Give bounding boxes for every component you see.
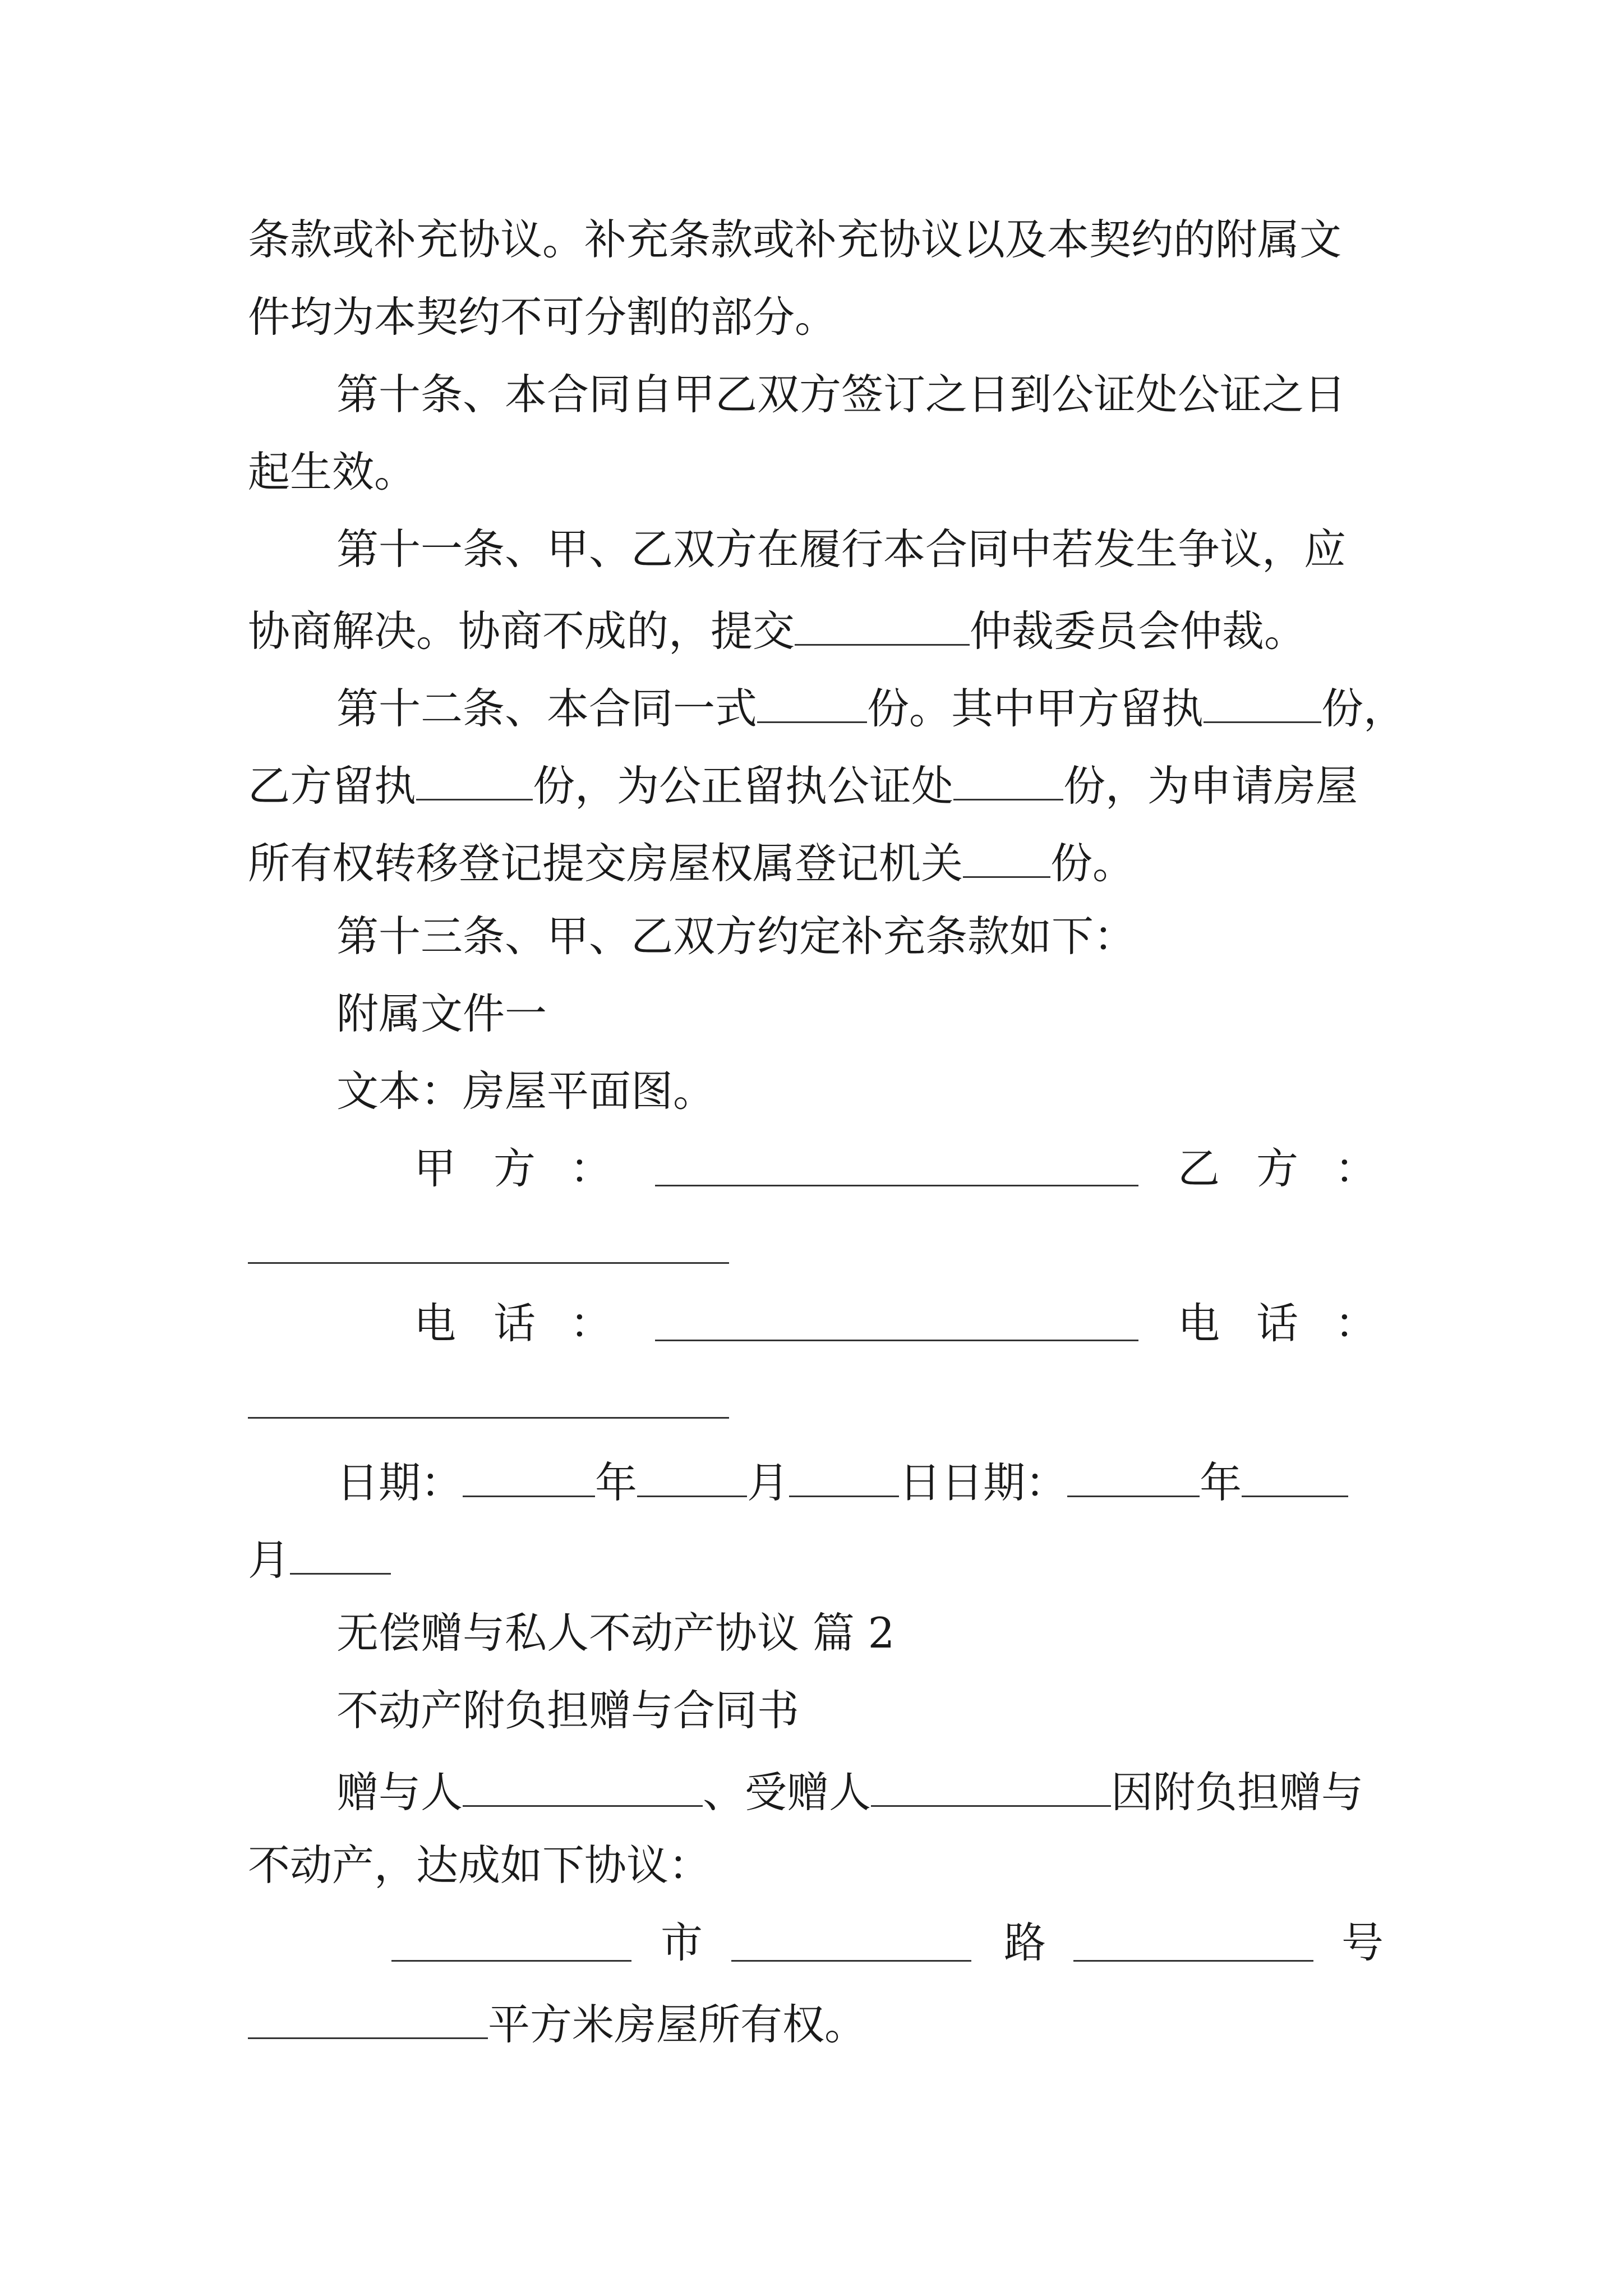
article-11-line <box>336 524 1383 579</box>
article-12-text: 乙方留执 <box>248 761 417 811</box>
date-month: 月 <box>248 1535 291 1585</box>
party-a-signature-field[interactable] <box>655 1185 1138 1186</box>
date-b-day-blank[interactable] <box>290 1535 391 1575</box>
party-b-char: 乙 <box>1178 1144 1220 1193</box>
phone-b-char: 电 <box>1178 1299 1220 1348</box>
copies-notary-blank[interactable] <box>953 761 1063 800</box>
article-12-text: 份。其中甲方留执 <box>867 684 1204 733</box>
gift-text: 、受赠人 <box>703 1768 872 1817</box>
city-blank[interactable] <box>391 1960 631 1962</box>
section-title: 无偿赠与私人不动产协议 篇 2 <box>336 1608 895 1658</box>
contract-title-line <box>336 1686 1383 1740</box>
number-blank[interactable] <box>1073 1960 1313 1962</box>
attachment-title: 附属文件一 <box>336 989 547 1038</box>
article-10-text: 起生效。 <box>248 447 417 496</box>
copies-party-b-blank[interactable] <box>416 761 533 800</box>
article-10-line <box>248 447 1383 501</box>
article-11-text: 仲裁委员会仲裁。 <box>970 606 1307 656</box>
arbitration-blank[interactable] <box>795 606 970 646</box>
copies-registry-blank[interactable] <box>963 838 1050 878</box>
area-line <box>248 1999 1383 2050</box>
date-day: 日 <box>899 1458 942 1507</box>
text-plan-line <box>336 1066 1383 1121</box>
article-12-line <box>248 838 1383 889</box>
date-year: 年 <box>1200 1458 1242 1507</box>
date-a-month-blank[interactable] <box>637 1457 747 1497</box>
copies-total-blank[interactable] <box>757 683 867 723</box>
article-13-line <box>336 912 1383 966</box>
area-blank[interactable] <box>248 1999 488 2039</box>
party-b-colon: ： <box>1335 1144 1377 1193</box>
date-label: 日期： <box>336 1458 463 1507</box>
date-label: 日期： <box>941 1458 1068 1507</box>
article-11-text: 第十一条、甲、乙双方在履行本合同中若发生争议，应 <box>336 524 1347 574</box>
date-a-day-blank[interactable] <box>789 1457 899 1497</box>
copies-party-a-blank[interactable] <box>1204 683 1321 723</box>
phone-a-field[interactable] <box>655 1340 1138 1341</box>
gift-text: 赠与人 <box>336 1768 463 1817</box>
article-13-text: 第十三条、甲、乙双方约定补充条款如下： <box>336 912 1136 961</box>
article-12-text: 份。 <box>1050 839 1135 888</box>
gift-text: 不动产，达成如下协议： <box>248 1841 711 1890</box>
donee-blank[interactable] <box>871 1767 1111 1807</box>
article-12-line <box>336 683 1406 734</box>
floor-plan-text: 文本：房屋平面图。 <box>336 1066 716 1116</box>
phone-b-colon: ： <box>1335 1299 1377 1348</box>
donor-blank[interactable] <box>463 1767 703 1807</box>
party-b-signature-field[interactable] <box>248 1262 729 1264</box>
date-b-month-blank-part[interactable] <box>1242 1457 1348 1497</box>
date-line <box>248 1535 1383 1585</box>
date-b-year-blank[interactable] <box>1067 1457 1200 1497</box>
road-label: 路 <box>1004 1918 1046 1967</box>
party-b-char: 方 <box>1256 1144 1299 1193</box>
number-label: 号 <box>1341 1918 1384 1967</box>
road-blank[interactable] <box>731 1960 971 1962</box>
contract-title: 不动产附负担赠与合同书 <box>336 1686 800 1735</box>
paragraph-line <box>248 215 1383 269</box>
area-text: 平方米房屋所有权。 <box>488 2000 867 2049</box>
gift-line <box>336 1767 1383 1818</box>
article-12-text: 第十二条、本合同一式 <box>336 684 758 733</box>
gift-line <box>248 1841 1383 1895</box>
date-month: 月 <box>747 1458 790 1507</box>
city-label: 市 <box>661 1918 703 1967</box>
article-10-line <box>336 370 1383 424</box>
article-11-text: 协商解决。协商不成的，提交 <box>248 606 795 656</box>
phone-a-colon: ： <box>570 1299 612 1348</box>
article-12-text: 份，为申请房屋 <box>1063 761 1358 811</box>
phone-b-field[interactable] <box>248 1417 729 1419</box>
paragraph-line <box>248 292 1383 347</box>
article-12-text: 份， <box>1321 684 1406 733</box>
article-12-text: 份，为公正留执公证处 <box>533 761 954 811</box>
party-a-char: 甲 <box>414 1144 457 1193</box>
attachment-line <box>336 989 1383 1043</box>
article-10-text: 第十条、本合同自甲乙双方签订之日到公证处公证之日 <box>336 370 1347 419</box>
article-12-line <box>248 761 1383 811</box>
text-line: 条款或补充协议。补充条款或补充协议以及本契约的附属文 <box>248 215 1342 264</box>
section-title-line <box>336 1608 1383 1663</box>
party-a-char: 方 <box>494 1144 536 1193</box>
text-line: 件均为本契约不可分割的部分。 <box>248 292 837 342</box>
phone-a-char: 话 <box>494 1299 536 1348</box>
article-12-text: 所有权转移登记提交房屋权属登记机关 <box>248 839 963 888</box>
gift-text: 因附负担赠与 <box>1111 1768 1364 1817</box>
date-a-year-blank[interactable] <box>463 1457 595 1497</box>
phone-a-char: 电 <box>414 1299 457 1348</box>
phone-b-char: 话 <box>1256 1299 1299 1348</box>
date-year: 年 <box>595 1458 638 1507</box>
date-line <box>336 1457 1383 1508</box>
party-a-colon: ： <box>570 1144 612 1193</box>
article-11-line <box>248 606 1383 656</box>
